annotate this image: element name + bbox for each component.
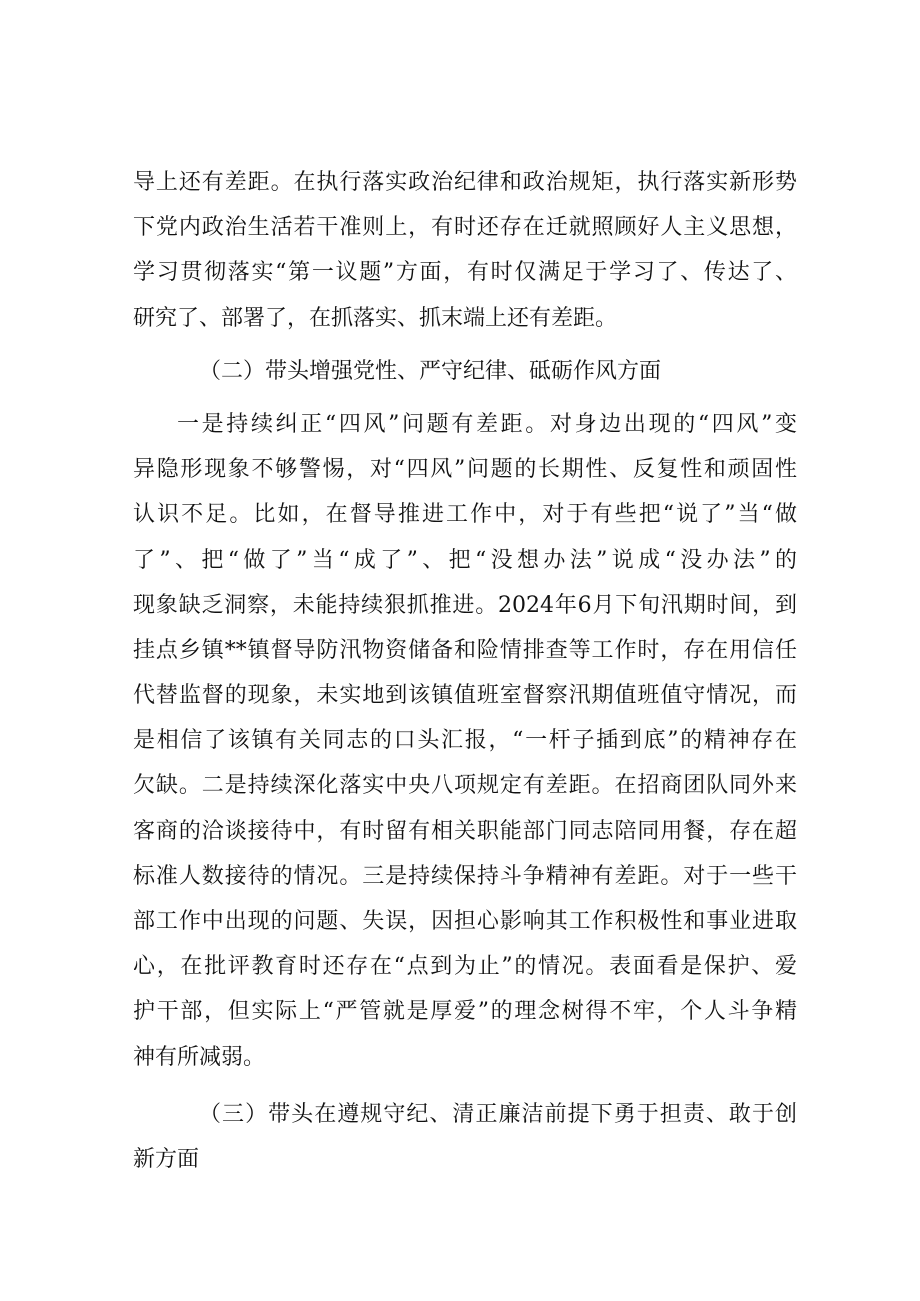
paragraph-continuation — [133, 160, 797, 341]
text-line: 神有所减弱。 — [133, 1044, 266, 1070]
text-line: 挂点乡镇**镇督导防汛物资储备和险情排查等工作时，存在用信任 — [133, 637, 797, 663]
text-line: 标准人数接待的情况。三是持续保持斗争精神有差距。对于一些干 — [133, 863, 797, 889]
text-line: 现象缺乏洞察，未能持续狠抓推进。2024年6月下旬汛期时间，到 — [133, 592, 797, 618]
text-line: 代替监督的现象，未实地到该镇值班室督察汛期值班值守情况，而 — [133, 683, 797, 709]
text-line: 欠缺。二是持续深化落实中央八项规定有差距。在招商团队同外来 — [133, 773, 797, 799]
text-line: 部工作中出现的问题、失误，因担心影响其工作积极性和事业进取 — [133, 909, 797, 934]
heading-text: 新方面 — [133, 1146, 200, 1172]
section-heading-2 — [133, 349, 797, 394]
heading-text: （二）带头增强党性、严守纪律、砥砺作风方面 — [199, 358, 662, 384]
text-line: 研究了、部署了，在抓落实、抓末端上还有差距。 — [133, 305, 618, 331]
spacer — [133, 341, 797, 349]
section-heading-3 — [133, 1092, 797, 1182]
text-line: 心，在批评教育时还存在“点到为止”的情况。表面看是保护、爱 — [133, 954, 797, 980]
text-line: 学习贯彻落实“第一议题”方面，有时仅满足于学习了、传达了、 — [133, 260, 797, 286]
text-line: 异隐形现象不够警惕，对“四风”问题的长期性、反复性和顽固性 — [133, 457, 797, 483]
heading-text: （三）带头在遵规守纪、清正廉洁前提下勇于担责、敢于创 — [199, 1101, 797, 1127]
document-body — [133, 160, 797, 1182]
paragraph-four-winds — [133, 402, 797, 1080]
text-line: 是相信了该镇有关同志的口头汇报，“一杆子插到底”的精神存在 — [133, 728, 797, 754]
text-line: 客商的洽谈接待中，有时留有相关职能部门同志陪同用餐，存在超 — [133, 818, 797, 844]
text-line: 导上还有差距。在执行落实政治纪律和政治规矩，执行落实新形势 — [133, 170, 797, 195]
text-line: 一是持续纠正“四风”问题有差距。对身边出现的“四风”变 — [177, 411, 797, 437]
text-line: 认识不足。比如，在督导推进工作中，对于有些把“说了”当“做 — [133, 502, 797, 528]
text-line: 护干部，但实际上“严管就是厚爱”的理念树得不牢，个人斗争精 — [133, 999, 797, 1025]
text-line: 了”、把“做了”当“成了”、把“没想办法”说成“没办法”的 — [133, 547, 797, 573]
spacer — [133, 1080, 797, 1092]
spacer — [133, 394, 797, 402]
text-line: 下党内政治生活若干准则上，有时还存在迁就照顾好人主义思想， — [133, 215, 797, 241]
